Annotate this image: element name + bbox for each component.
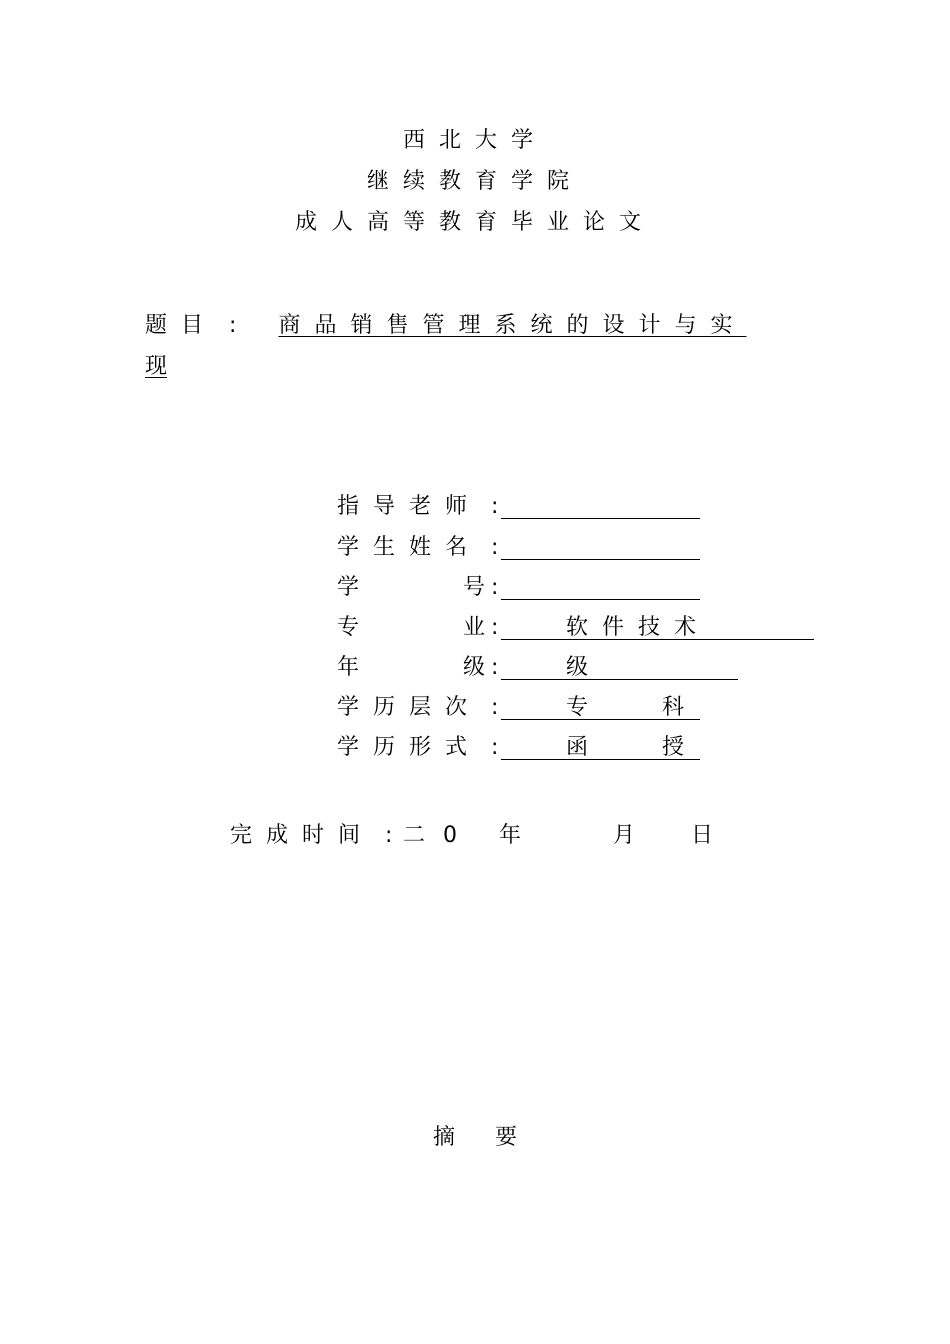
major-label: 专 业 [337, 615, 485, 640]
major-value: 软件技术 [566, 615, 711, 640]
major-colon: : [491, 615, 499, 640]
grade-label: 年 级 [337, 655, 485, 680]
thesis-title-row-2 [145, 354, 181, 380]
education-form-label: 学历形式 [337, 735, 482, 760]
education-level-field [501, 695, 700, 720]
student-id-colon: : [491, 575, 499, 600]
university-name: 西北大学 [402, 128, 547, 153]
grade-colon: : [491, 655, 499, 680]
education-form-value-1: 函 [566, 735, 603, 760]
completion-year-prefix: 二0 [403, 823, 475, 848]
college-name: 继续教育学院 [366, 169, 583, 194]
completion-label: 完成时间 [230, 823, 375, 848]
grade-field [501, 655, 738, 680]
thesis-type: 成人高等教育毕业论文 [294, 210, 655, 235]
student-name-colon: : [491, 535, 499, 560]
education-form-field [501, 735, 700, 760]
education-level-label: 学历层次 [337, 695, 482, 720]
student-name-field [501, 535, 700, 560]
grade-value: 级 [566, 655, 603, 680]
student-id-label: 学 号 [337, 575, 485, 600]
title-label: 题目 [145, 313, 218, 338]
completion-year-unit: 年 [499, 823, 522, 848]
completion-colon: : [385, 823, 393, 848]
major-field [501, 615, 814, 640]
completion-day-unit: 日 [691, 823, 714, 848]
abstract-heading: 摘要 [432, 1125, 557, 1150]
advisor-label: 指导老师 [337, 494, 482, 519]
student-id-field [501, 575, 700, 600]
title-text-line2: 现 [145, 354, 168, 379]
advisor-colon: : [491, 494, 499, 519]
title-colon: : [229, 313, 237, 338]
advisor-field [501, 494, 700, 519]
title-text-line1: 商品销售管理系统的设计与实 [278, 313, 747, 338]
education-level-colon: : [491, 695, 499, 720]
student-name-label: 学生姓名 [337, 535, 482, 560]
education-form-colon: : [491, 735, 499, 760]
completion-month-unit: 月 [613, 823, 636, 848]
education-form-value-2: 授 [662, 735, 699, 760]
education-level-value-2: 科 [662, 695, 699, 720]
education-level-value-1: 专 [566, 695, 603, 720]
thesis-title-row [145, 313, 746, 339]
